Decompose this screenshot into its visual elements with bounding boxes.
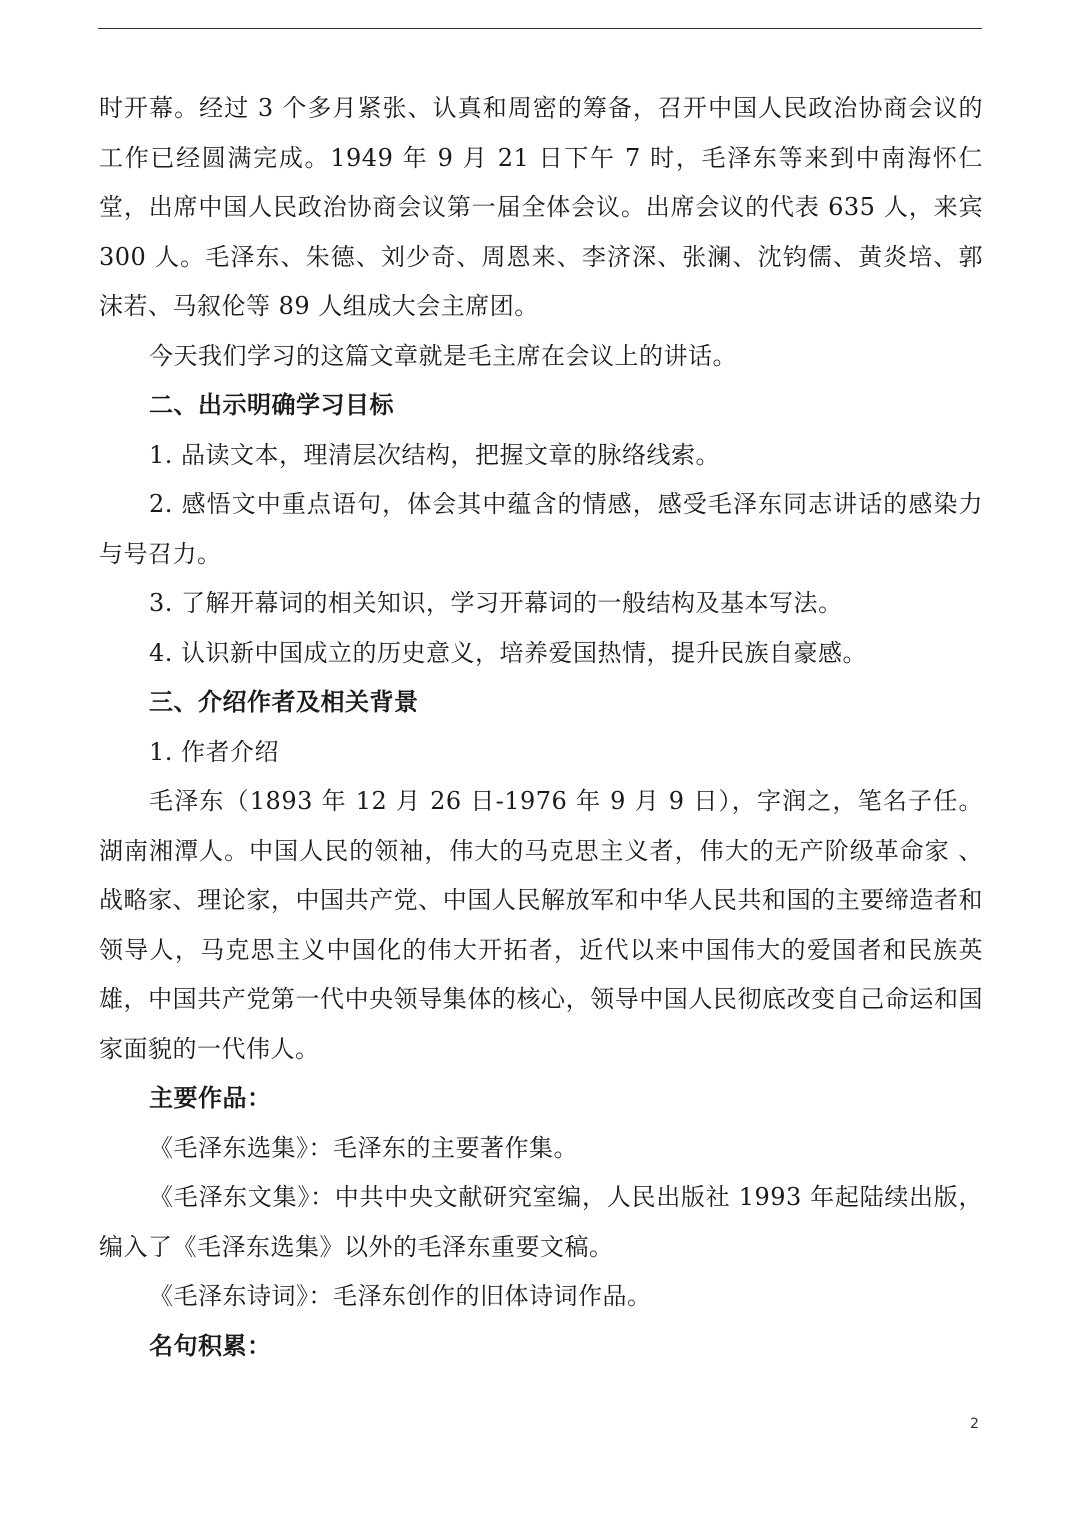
work-item-collected-works: 《毛泽东文集》：中共中央文献研究室编，人民出版社 1993 年起陆续出版，编入了《毛泽东选集》以外的毛泽东重要文稿。 <box>99 1183 983 1261</box>
work-item-selected-works: 《毛泽东选集》：毛泽东的主要著作集。 <box>149 1133 578 1162</box>
paragraph-lesson-intro: 今天我们学习的这篇文章就是毛主席在会议上的讲话。 <box>149 341 737 370</box>
page-number: 2 <box>970 1416 979 1432</box>
goal-item-1: 1. 品读文本，理清层次结构，把握文章的脉络线索。 <box>149 440 721 469</box>
goal-item-3: 3. 了解开幕词的相关知识，学习开幕词的一般结构及基本写法。 <box>149 589 843 617</box>
subheading-author-intro: 1. 作者介绍 <box>149 737 280 766</box>
heading-author-background: 三、介绍作者及相关背景 <box>149 688 419 716</box>
heading-major-works: 主要作品： <box>149 1084 272 1112</box>
document-body <box>99 84 983 1371</box>
paragraph-opening-meeting: 时开幕。经过 3 个多月紧张、认真和周密的筹备，召开中国人民政治协商会议的工作已经圆满完成。1949 年 9 月 21 日下午 7 时，毛泽东等来到中南海怀仁堂，出席中国人民政治协商会议第一届全体会议。出席会议的代表 635 人，来宾 300 人。毛泽东、朱德、刘少奇、周恩来、李济深、张澜、沈钧儒、黄炎培、郭沫若、马叙伦等 89 人组成大会主席团。 <box>99 94 983 320</box>
paragraph-author-bio: 毛泽东（1893 年 12 月 26 日-1976 年 9 月 9 日），字润之，笔名子任。湖南湘潭人。中国人民的领袖，伟大的马克思主义者，伟大的无产阶级革命家 、战略家、理论家，中国共产党、中国人民解放军和中华人民共和国的主要缔造者和领导人，马克思主义中国化的伟大开拓者，近代以来中国伟大的爱国者和民族英雄，中国共产党第一代中央领导集体的核心，领导中国人民彻底改变自己命运和国家面貌的一代伟人。 <box>99 787 983 1063</box>
heading-learning-goals: 二、出示明确学习目标 <box>149 391 394 419</box>
goal-item-4: 4. 认识新中国成立的历史意义，培养爱国热情，提升民族自豪感。 <box>149 638 868 667</box>
header-rule <box>98 28 982 29</box>
heading-famous-quotes: 名句积累： <box>149 1331 272 1360</box>
goal-item-2: 2. 感悟文中重点语句，体会其中蕴含的情感，感受毛泽东同志讲话的感染力与号召力。 <box>99 490 983 568</box>
work-item-poems: 《毛泽东诗词》：毛泽东创作的旧体诗词作品。 <box>149 1282 652 1310</box>
